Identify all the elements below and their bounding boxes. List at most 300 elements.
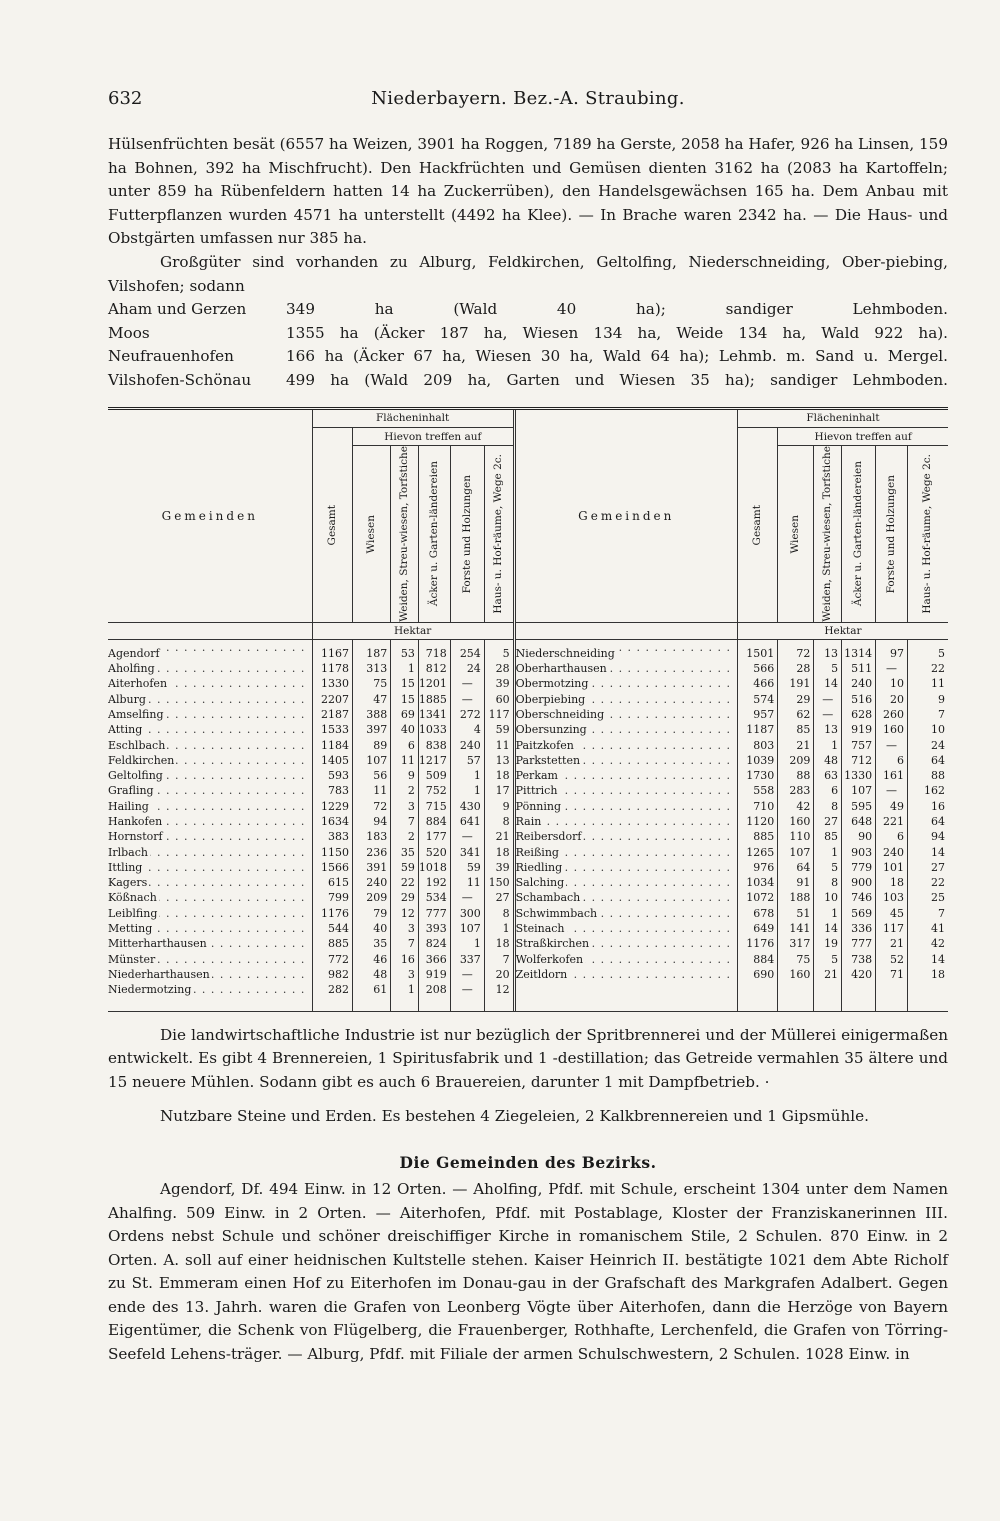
cell-value: 2 <box>391 829 419 844</box>
cell-value: 27 <box>484 890 514 905</box>
table-row <box>108 722 948 737</box>
cell-value: 62 <box>778 707 814 722</box>
table-row <box>108 676 948 691</box>
cell-value: 11 <box>931 677 945 691</box>
gemeinde-name: Niederschneiding . . . <box>514 639 737 661</box>
cell-value: 712 <box>842 753 876 768</box>
estates-list <box>108 298 948 392</box>
cell-value: 5 <box>938 646 945 660</box>
cell-value: 79 <box>353 906 391 921</box>
cell-value: 648 <box>842 814 876 829</box>
cell-value: 90 <box>842 829 876 844</box>
cell-value: 9 <box>391 768 419 783</box>
estate-name: Vilshofen-Schönau <box>108 370 252 389</box>
cell-value: 240 <box>842 676 876 691</box>
estate-name: Aham und Gerzen <box>108 300 247 319</box>
cell-value: 337 <box>450 952 484 967</box>
cell-value: 88 <box>931 769 945 783</box>
cell-value: 1 <box>450 936 484 951</box>
cell-value: 6 <box>876 753 908 768</box>
cell-value: 641 <box>450 814 484 829</box>
municipalities-paragraph: Agendorf, Df. 494 Einw. in 12 Orten. — Aholfing, Pfdf. mit Schule, erscheint 1304 unter dem Namen Ahalfing. 509 Einw. in 2 Orten. — Aiterhofen, Pfdf. mit Postablage, Kloster der Franziskanerinnen III. Ordens nebst Schule und schöner dreischiffiger Kirche in romanischem Stile, 2 Schulen. 870 Einw. in 2 Orten. A. soll auf einer heidnischen Kultstelle stehen. Kaiser Heinrich II. bestätigte 1021 dem Abte Richolf zu St. Emmeram einen Hof zu Eiterhofen im Donau-gau in der Grafschaft des Markgrafen Adalbert. Gegen ende des 13. Jahrh. waren die Grafen von Leonberg Vögte über Aiterhofen, dann die Herzöge von Bayern Eigentümer, die Schenk von Flügelberg, die Frauenberger, Rothhafte, Lerchenfeld, die Grafen von Törring-Seefeld Lehens-träger. — Alburg, Pfdf. mit Filiale der armen Schulschwestern, 2 Schulen. 1028 Einw. in <box>108 1179 948 1364</box>
col-hausraeume-right: Haus- u. Hof-räume, Wege 2c. <box>907 446 948 623</box>
cell-value: 59 <box>391 860 419 875</box>
gemeinde-name: Mitterharthausen . . . <box>108 936 312 951</box>
cell-value: 8 <box>814 799 842 814</box>
cell-value: 42 <box>931 937 945 951</box>
cell-value: 6 <box>814 783 842 798</box>
cell-value: — <box>450 967 484 982</box>
cell-value: 150 <box>484 875 514 890</box>
cell-value: 649 <box>737 921 777 936</box>
cell-value: 45 <box>876 906 908 921</box>
gemeinde-name: Parkstetten . . . <box>514 753 737 768</box>
cell-value: 1730 <box>737 768 777 783</box>
cell-value: 22 <box>931 662 945 676</box>
cell-value: 976 <box>737 860 777 875</box>
cell-value: 5 <box>814 860 842 875</box>
table-row <box>108 738 948 753</box>
gemeinde-name: Leiblfing . . . <box>108 906 312 921</box>
cell-value: 812 <box>418 661 450 676</box>
cell-value: 9 <box>938 692 945 706</box>
cell-value: 35 <box>353 936 391 951</box>
cell-value: 341 <box>450 845 484 860</box>
cell-value: 1184 <box>312 738 352 753</box>
cell-value: 282 <box>312 982 352 1011</box>
gemeinde-name: Grafling . . . <box>108 783 312 798</box>
gemeinde-name: Reißing . . . <box>514 845 737 860</box>
cell-value: 16 <box>391 952 419 967</box>
cell-value: 1501 <box>737 639 777 661</box>
gemeinde-name: Riedling . . . <box>514 860 737 875</box>
col-gesamt-right: Gesamt <box>737 428 777 623</box>
cell-value: 884 <box>418 814 450 829</box>
cell-value: 40 <box>391 722 419 737</box>
gemeinde-name: Obersunzing . . . <box>514 722 737 737</box>
estate-value: 349 ha (Wald 40 ha); sandiger Lehmboden. <box>286 300 948 319</box>
stones-paragraph: Nutzbare Steine und Erden. Es bestehen 4 Ziegeleien, 2 Kalkbrennereien und 1 Gipsmühle. <box>160 1107 869 1126</box>
cell-value: 13 <box>484 753 514 768</box>
cell-value: 6 <box>391 738 419 753</box>
cell-value: — <box>876 738 908 753</box>
cell-value: 29 <box>778 692 814 707</box>
cell-value: 1150 <box>312 845 352 860</box>
table-row <box>108 753 948 768</box>
cell-value: 162 <box>924 784 945 798</box>
cell-value: 2 <box>391 783 419 798</box>
gemeinde-name: Aholfing . . . <box>108 661 312 676</box>
gemeinde-name: Paitzkofen . . . <box>514 738 737 753</box>
cell-value: 192 <box>418 875 450 890</box>
cell-value: 60 <box>484 692 514 707</box>
cell-value: 558 <box>737 783 777 798</box>
cell-value: 1072 <box>737 890 777 905</box>
cell-value: 1314 <box>842 639 876 661</box>
intro-paragraph-1: Hülsenfrüchten besät (6557 ha Weizen, 3901 ha Roggen, 7189 ha Gerste, 2058 ha Hafer, 926 ha Linsen, 159 ha Bohnen, 392 ha Mischfrucht). Den Hackfrüchten und Gemüsen dienten 3162 ha (2083 ha Kartoffeln; unter 859 ha Rübenfeldern hatten 14 ha Zuckerrüben), den Handelsgewächsen 165 ha. Dem Anbau mit Futterpflanzen wurden 4571 ha unterstellt (4492 ha Klee). — In Brache waren 2342 ha. — Die Haus- und Obstgärten umfassen nur 385 ha. <box>108 135 948 248</box>
cell-value: 161 <box>876 768 908 783</box>
page-number: 632 <box>108 88 143 109</box>
cell-value: 18 <box>484 845 514 860</box>
gemeinde-name: Oberschneiding . . . <box>514 707 737 722</box>
cell-value <box>778 982 814 1011</box>
cell-value: 1 <box>814 906 842 921</box>
cell-value: 11 <box>484 738 514 753</box>
table-row <box>108 845 948 860</box>
cell-value: 710 <box>737 799 777 814</box>
cell-value: — <box>450 829 484 844</box>
cell-value: 3 <box>391 799 419 814</box>
cell-value: 13 <box>814 722 842 737</box>
gemeinde-name: Kößnach . . . <box>108 890 312 905</box>
cell-value: 317 <box>778 936 814 951</box>
cell-value: 64 <box>778 860 814 875</box>
table-row <box>108 952 948 967</box>
gemeinde-name: Perkam . . . <box>514 768 737 783</box>
cell-value: 391 <box>353 860 391 875</box>
cell-value: 7 <box>484 952 514 967</box>
cell-value: 97 <box>876 639 908 661</box>
cell-value: 64 <box>931 814 945 828</box>
cell-value: 11 <box>450 875 484 890</box>
cell-value: 188 <box>778 890 814 905</box>
cell-value: 117 <box>484 707 514 722</box>
table-row <box>108 707 948 722</box>
cell-value: 59 <box>450 860 484 875</box>
cell-value: 366 <box>418 952 450 967</box>
gemeinde-name: Feldkirchen . . . <box>108 753 312 768</box>
cell-value: 69 <box>391 707 419 722</box>
cell-value: 85 <box>814 829 842 844</box>
cell-value: 393 <box>418 921 450 936</box>
cell-value: 1167 <box>312 639 352 661</box>
cell-value: 824 <box>418 936 450 951</box>
cell-value: 8 <box>814 875 842 890</box>
estate-value: 166 ha (Äcker 67 ha, Wiesen 30 ha, Wald 64 ha); Lehmb. m. Sand u. Mergel. <box>286 347 948 366</box>
cell-value: 12 <box>484 982 514 1011</box>
cell-value: 85 <box>778 722 814 737</box>
cell-value: 300 <box>450 906 484 921</box>
cell-value: 838 <box>418 738 450 753</box>
table-row <box>108 921 948 936</box>
cell-value: 1176 <box>737 936 777 951</box>
estate-row <box>108 369 948 393</box>
table-row <box>108 906 948 921</box>
cell-value: 103 <box>876 890 908 905</box>
gemeinde-name: Alburg . . . <box>108 692 312 707</box>
cell-value: 885 <box>312 936 352 951</box>
cell-value: — <box>876 783 908 798</box>
cell-value: 595 <box>842 799 876 814</box>
gemeinde-name: Ittling . . . <box>108 860 312 875</box>
gemeinde-name: Atting . . . <box>108 722 312 737</box>
cell-value: 94 <box>353 814 391 829</box>
cell-value: 1034 <box>737 875 777 890</box>
cell-value: 49 <box>876 799 908 814</box>
cell-value: 383 <box>312 829 352 844</box>
gemeinde-name: Geltolfing . . . <box>108 768 312 783</box>
section-title: Die Gemeinden des Bezirks. <box>399 1152 657 1172</box>
cell-value: 28 <box>778 661 814 676</box>
cell-value: 779 <box>842 860 876 875</box>
cell-value: 534 <box>418 890 450 905</box>
gemeinde-name: Hornstorf . . . <box>108 829 312 844</box>
cell-value: 1 <box>450 783 484 798</box>
col-aecker-left: Äcker u. Garten-ländereien <box>418 446 450 623</box>
cell-value: 283 <box>778 783 814 798</box>
cell-value: 72 <box>778 639 814 661</box>
cell-value: 14 <box>814 676 842 691</box>
industry-paragraph: Die landwirtschaftliche Industrie ist nur bezüglich der Spritbrennerei und der Müllerei einigermaßen entwickelt. Es gibt 4 Brennereien, 1 Spiritusfabrik und 1 -destillation; das Getreide vermahlen 35 ältere und 15 neuere Mühlen. Sodann gibt es auch 6 Brauereien, darunter 1 mit Dampfbetrieb. · <box>108 1025 948 1091</box>
cell-value: 12 <box>391 906 419 921</box>
cell-value: 569 <box>842 906 876 921</box>
cell-value: 466 <box>737 676 777 691</box>
gemeinde-name: Wolferkofen . . . <box>514 952 737 967</box>
estate-value: 499 ha (Wald 209 ha, Garten und Wiesen 35 ha); sandiger Lehmboden. <box>286 370 948 389</box>
cell-value: 799 <box>312 890 352 905</box>
cell-value: 272 <box>450 707 484 722</box>
cell-value: 27 <box>814 814 842 829</box>
cell-value <box>907 982 948 1011</box>
cell-value: 1265 <box>737 845 777 860</box>
cell-value: 53 <box>391 639 419 661</box>
cell-value: 160 <box>778 814 814 829</box>
cell-value: 1217 <box>418 753 450 768</box>
col-wiesen-left: Wiesen <box>353 446 391 623</box>
cell-value: 22 <box>391 875 419 890</box>
cell-value: 16 <box>931 799 945 813</box>
table-row <box>108 936 948 951</box>
gemeinde-name: Reibersdorf . . . <box>514 829 737 844</box>
cell-value: 420 <box>842 967 876 982</box>
cell-value: 13 <box>814 639 842 661</box>
cell-value: 1 <box>450 768 484 783</box>
cell-value: 94 <box>931 830 945 844</box>
cell-value: 18 <box>484 768 514 783</box>
cell-value: 544 <box>312 921 352 936</box>
col-forste-left: Forste und Holzungen <box>450 446 484 623</box>
col-hausraeume-left: Haus- u. Hof-räume, Wege 2c. <box>484 446 514 623</box>
cell-value: 24 <box>450 661 484 676</box>
cell-value: 1120 <box>737 814 777 829</box>
gemeinde-name: Steinach . . . <box>514 921 737 936</box>
cell-value: 1033 <box>418 722 450 737</box>
cell-value: 1341 <box>418 707 450 722</box>
cell-value: 1566 <box>312 860 352 875</box>
cell-value: 5 <box>814 952 842 967</box>
gemeinde-name <box>514 982 737 1011</box>
gemeinde-name: Niedermotzing . . . <box>108 982 312 1011</box>
unit-hektar-left: Hektar <box>312 622 514 639</box>
cell-value: 21 <box>876 936 908 951</box>
cell-value: 183 <box>353 829 391 844</box>
cell-value: 885 <box>737 829 777 844</box>
cell-value: 7 <box>938 707 945 721</box>
table-row <box>108 967 948 982</box>
cell-value: 678 <box>737 906 777 921</box>
cell-value: 18 <box>876 875 908 890</box>
cell-value: 3 <box>391 921 419 936</box>
cell-value: 107 <box>450 921 484 936</box>
cell-value: 1 <box>814 738 842 753</box>
cell-value: 107 <box>778 845 814 860</box>
cell-value: 20 <box>876 692 908 707</box>
gemeinde-name: Irlbach . . . <box>108 845 312 860</box>
cell-value: 91 <box>778 875 814 890</box>
cell-value: 209 <box>778 753 814 768</box>
cell-value: 46 <box>353 952 391 967</box>
cell-value: 1229 <box>312 799 352 814</box>
cell-value <box>737 982 777 1011</box>
gemeinde-name: Eschlbach . . . <box>108 738 312 753</box>
cell-value <box>842 982 876 1011</box>
cell-value: 752 <box>418 783 450 798</box>
cell-value: 35 <box>391 845 419 860</box>
estate-name: Moos <box>108 323 150 342</box>
gemeinde-name: Hailing . . . <box>108 799 312 814</box>
estate-value: 1355 ha (Äcker 187 ha, Wiesen 134 ha, Weide 134 ha, Wald 922 ha). <box>286 323 948 342</box>
cell-value: 22 <box>931 876 945 890</box>
cell-value: 177 <box>418 829 450 844</box>
cell-value: 51 <box>778 906 814 921</box>
cell-value: 1018 <box>418 860 450 875</box>
col-flaecheninhalt-left: Flächeninhalt <box>312 410 514 428</box>
cell-value: 15 <box>391 676 419 691</box>
cell-value: 14 <box>931 952 945 966</box>
col-gesamt-left: Gesamt <box>312 428 352 623</box>
cell-value: 14 <box>931 845 945 859</box>
cell-value: 1533 <box>312 722 352 737</box>
table-body <box>108 639 948 1011</box>
cell-value: 1885 <box>418 692 450 707</box>
col-weiden-left: Weiden, Streu-wiesen, Torfstiche <box>391 446 419 623</box>
cell-value: 903 <box>842 845 876 860</box>
cell-value: 803 <box>737 738 777 753</box>
cell-value: 593 <box>312 768 352 783</box>
gemeinde-name: Pittrich . . . <box>514 783 737 798</box>
table-row <box>108 829 948 844</box>
cell-value: 18 <box>931 967 945 981</box>
cell-value: 191 <box>778 676 814 691</box>
cell-value: 957 <box>737 707 777 722</box>
cell-value: 7 <box>938 906 945 920</box>
gemeinde-name: Kagers . . . <box>108 875 312 890</box>
cell-value: — <box>450 982 484 1011</box>
gemeinde-name: Rain . . . <box>514 814 737 829</box>
cell-value: 254 <box>450 639 484 661</box>
cell-value: 160 <box>876 722 908 737</box>
gemeinde-name: Pönning . . . <box>514 799 737 814</box>
cell-value: 160 <box>778 967 814 982</box>
cell-value: 1176 <box>312 906 352 921</box>
cell-value: 1178 <box>312 661 352 676</box>
cell-value: 1187 <box>737 722 777 737</box>
table-row <box>108 799 948 814</box>
cell-value: 4 <box>450 722 484 737</box>
cell-value: 240 <box>450 738 484 753</box>
cell-value: 29 <box>391 890 419 905</box>
gemeinde-name: Straßkirchen . . . <box>514 936 737 951</box>
cell-value: 59 <box>484 722 514 737</box>
cell-value: 738 <box>842 952 876 967</box>
cell-value: 8 <box>484 814 514 829</box>
estate-row <box>108 298 948 322</box>
cell-value: 7 <box>391 814 419 829</box>
cell-value: 71 <box>876 967 908 982</box>
cell-value: 236 <box>353 845 391 860</box>
cell-value: 884 <box>737 952 777 967</box>
cell-value: 75 <box>778 952 814 967</box>
gemeinde-name: Oberpiebing . . . <box>514 692 737 707</box>
cell-value: 11 <box>353 783 391 798</box>
page-header <box>108 88 948 116</box>
cell-value: 24 <box>931 738 945 752</box>
cell-value: 509 <box>418 768 450 783</box>
cell-value: 101 <box>876 860 908 875</box>
cell-value: 64 <box>931 753 945 767</box>
estate-name: Neufrauenhofen <box>108 347 234 366</box>
cell-value: 14 <box>814 921 842 936</box>
cell-value: 221 <box>876 814 908 829</box>
area-table-grid <box>108 410 948 1012</box>
cell-value: 209 <box>353 890 391 905</box>
gemeinde-name: Schambach . . . <box>514 890 737 905</box>
cell-value: 3 <box>391 967 419 982</box>
cell-value: 757 <box>842 738 876 753</box>
cell-value: 574 <box>737 692 777 707</box>
cell-value: 110 <box>778 829 814 844</box>
cell-value: 10 <box>931 723 945 737</box>
col-forste-right: Forste und Holzungen <box>876 446 908 623</box>
cell-value: 27 <box>931 860 945 874</box>
cell-value: 1039 <box>737 753 777 768</box>
cell-value: 18 <box>484 936 514 951</box>
table-row <box>108 860 948 875</box>
cell-value <box>814 982 842 1011</box>
cell-value: 919 <box>842 722 876 737</box>
cell-value: 388 <box>353 707 391 722</box>
gemeinde-name: Aiterhofen . . . <box>108 676 312 691</box>
cell-value: 41 <box>931 922 945 936</box>
table-row <box>108 890 948 905</box>
cell-value: 783 <box>312 783 352 798</box>
cell-value: 47 <box>353 692 391 707</box>
cell-value: 1 <box>484 921 514 936</box>
cell-value: 1 <box>391 661 419 676</box>
cell-value: 690 <box>737 967 777 982</box>
cell-value: — <box>814 692 842 707</box>
cell-value: 107 <box>353 753 391 768</box>
cell-value: 9 <box>484 799 514 814</box>
cell-value: 2207 <box>312 692 352 707</box>
cell-value: 772 <box>312 952 352 967</box>
cell-value: 615 <box>312 875 352 890</box>
cell-value: 48 <box>814 753 842 768</box>
cell-value: 1330 <box>312 676 352 691</box>
cell-value: 28 <box>484 661 514 676</box>
gemeinde-name: Amselfing . . . <box>108 707 312 722</box>
table-row <box>108 639 948 661</box>
cell-value: 21 <box>778 738 814 753</box>
cell-value: 1 <box>391 982 419 1011</box>
cell-value: 1201 <box>418 676 450 691</box>
cell-value: 89 <box>353 738 391 753</box>
gemeinde-name: Agendorf . . . <box>108 639 312 661</box>
unit-hektar-right: Hektar <box>737 622 948 639</box>
cell-value: 25 <box>931 891 945 905</box>
table-row <box>108 692 948 707</box>
cell-value: 520 <box>418 845 450 860</box>
